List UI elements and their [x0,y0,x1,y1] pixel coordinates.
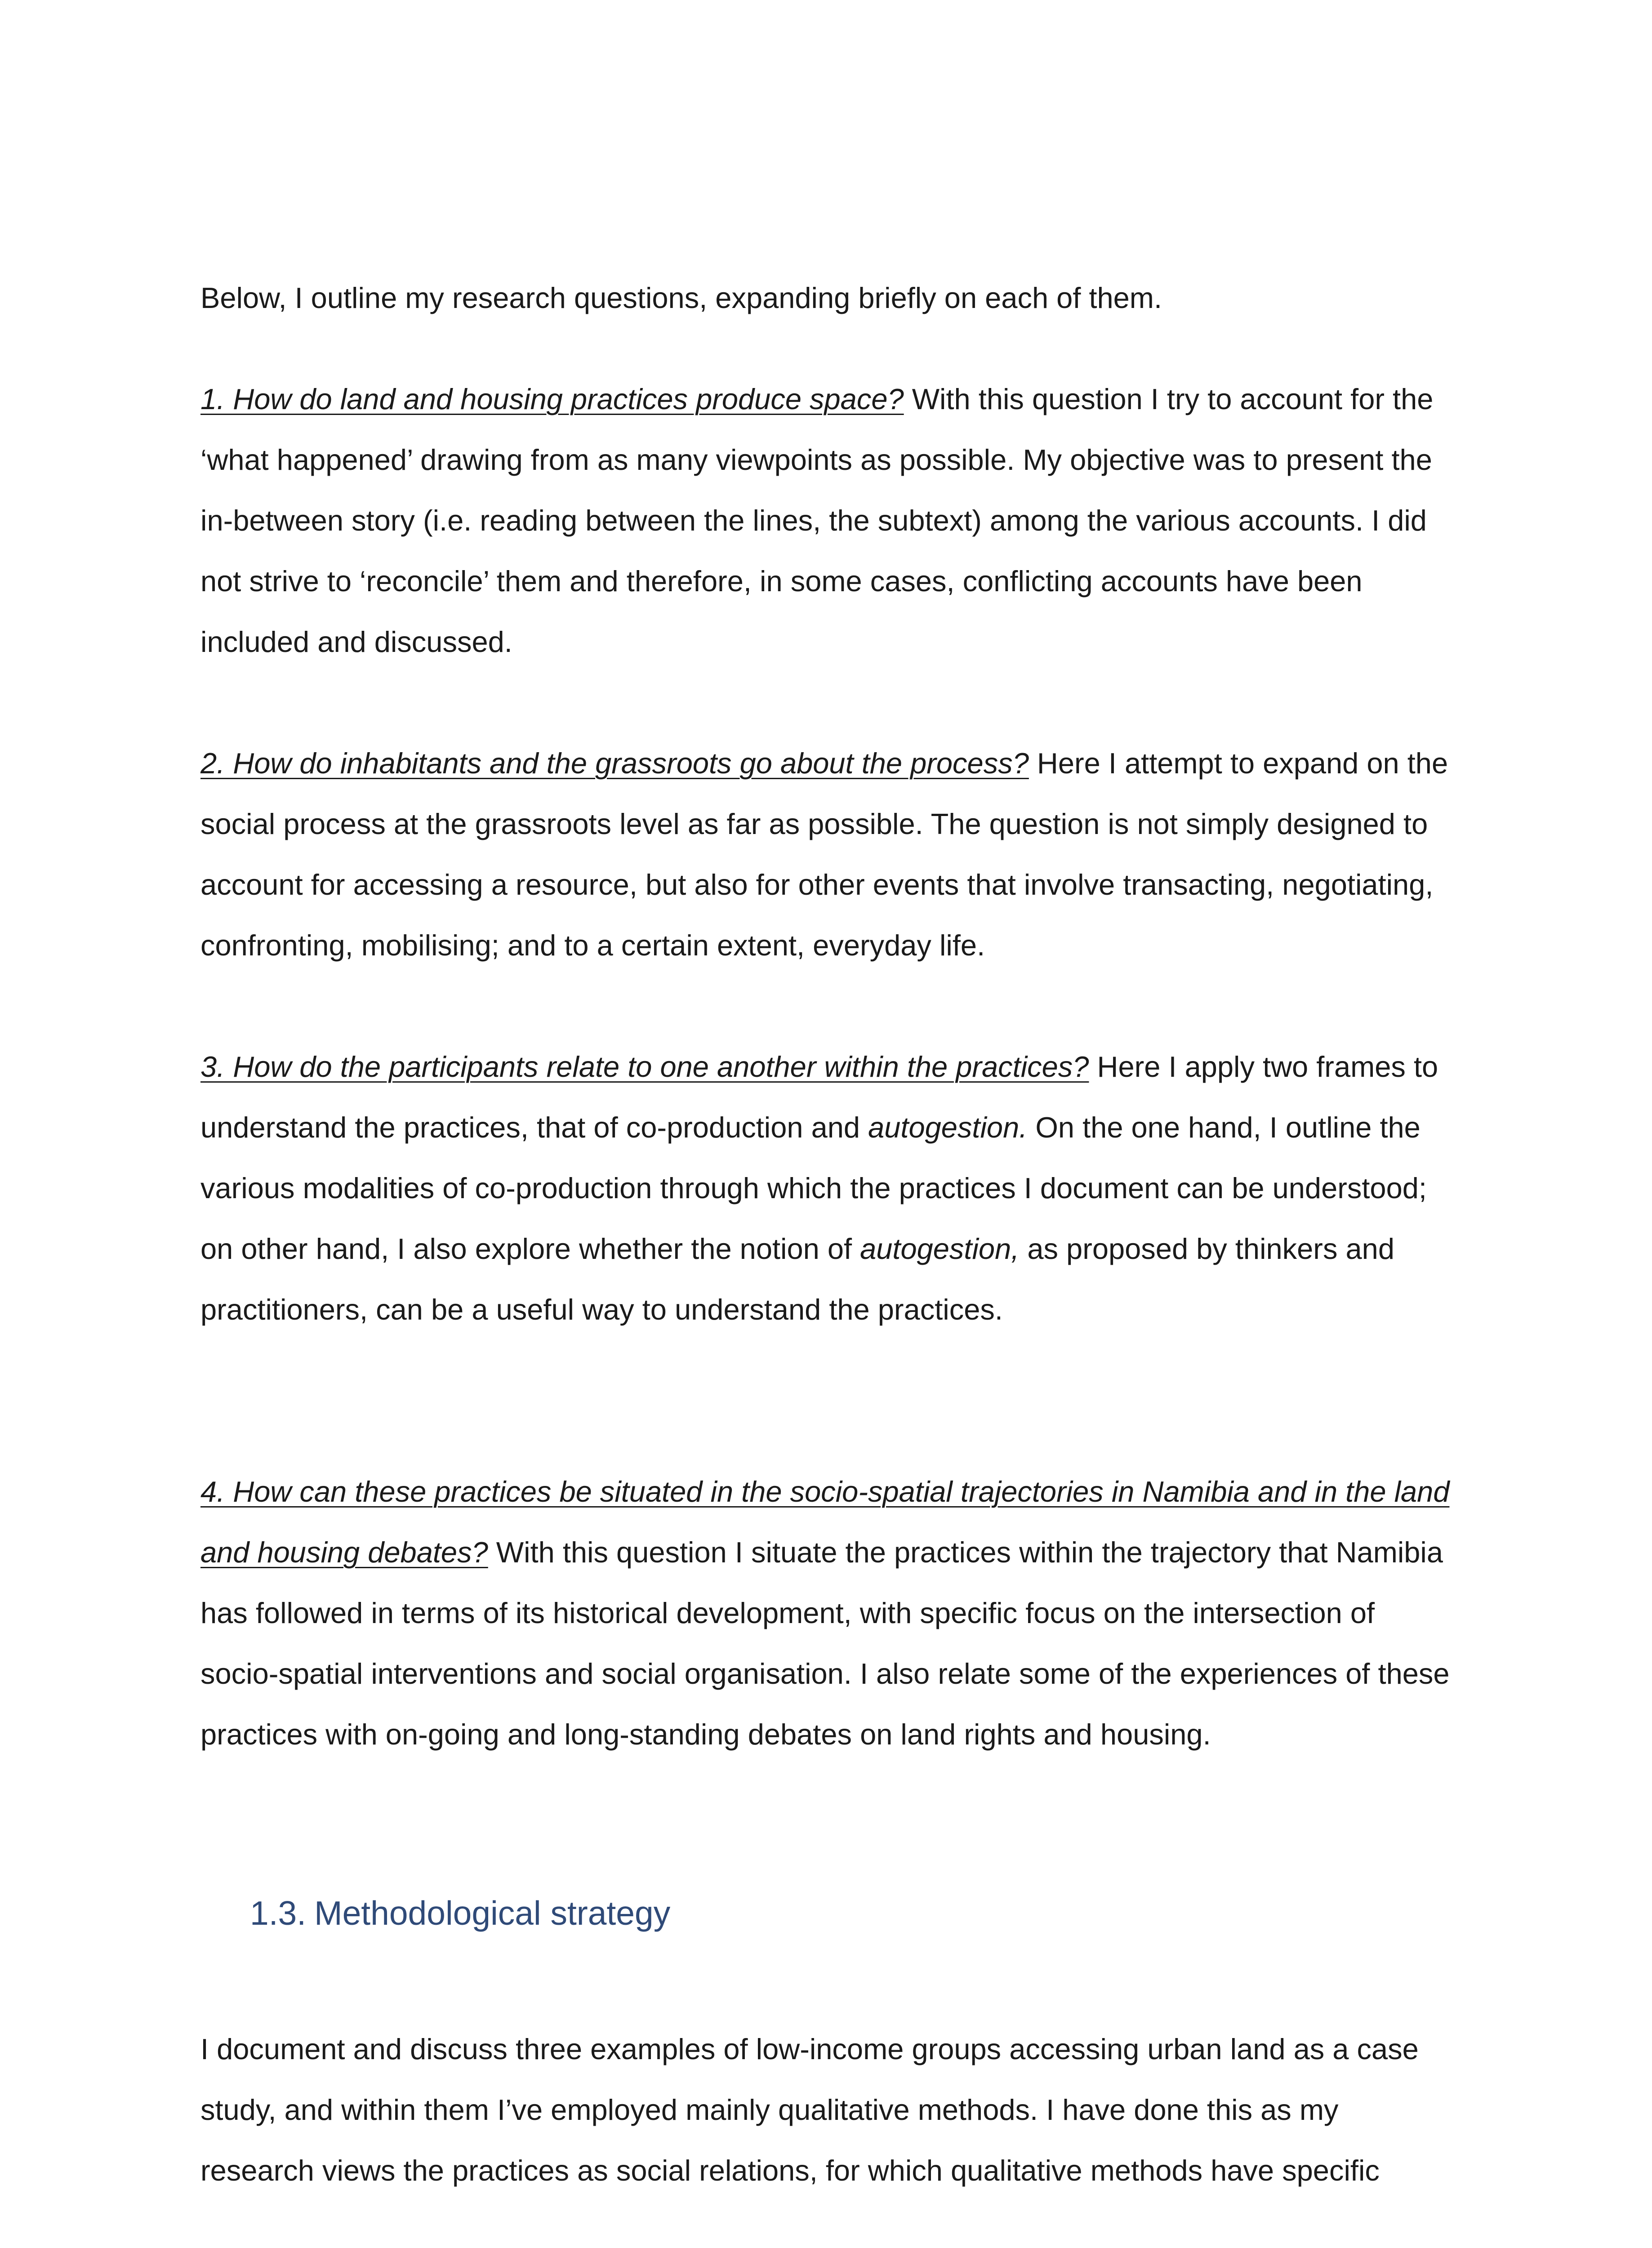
method-text: I document and discuss three examples of low-income groups accessing urban land as a case study, and within them I’ve employed mainly qualitative methods. I have done this as my research views the practices as social relations, for which qualitative methods have specific [200,2033,1419,2187]
intro-text: Below, I outline my research questions, expanding briefly on each of them. [200,281,1162,314]
question-3-term-b: autogestion, [860,1232,1020,1265]
question-1-title: 1. How do land and housing practices produce space? [200,383,904,415]
section-number: 1.3. [250,1894,307,1932]
method-paragraph [200,2019,1459,2201]
question-3-text-a: Here I apply two frames to understand the practices, that of co-production and [200,1050,1438,1144]
section-heading [250,1888,670,1938]
intro-paragraph [200,268,1459,328]
question-1-paragraph [200,369,1459,672]
section-title: Methodological strategy [314,1894,671,1932]
question-3-text-c: as proposed by thinkers and practitioners, can be a useful way to understand the practices. [200,1232,1394,1326]
question-3-text-b: On the one hand, I outline the various modalities of co-production through which the practices I document can be understood; on other hand, I also explore whether the notion of [200,1111,1427,1265]
question-2-paragraph [200,733,1459,976]
question-3-paragraph [200,1036,1459,1340]
question-3-term-a: autogestion. [868,1111,1028,1144]
question-3-title: 3. How do the participants relate to one another within the practices? [200,1050,1089,1083]
question-4-paragraph [200,1461,1459,1765]
question-2-title: 2. How do inhabitants and the grassroots go about the process? [200,747,1029,780]
question-4-title: 4. How can these practices be situated in the socio-spatial trajectories in Namibia and in the land and housing debates? [200,1475,1450,1569]
question-1-text: With this question I try to account for the ‘what happened’ drawing from as many viewpoints as possible. My objective was to present the in-between story (i.e. reading between the lines, the subtext) among the various accounts. I did not strive to ‘reconcile’ them and therefore, in some cases, conflicting accounts have been included and discussed. [200,383,1434,658]
question-2-text: Here I attempt to expand on the social process at the grassroots level as far as possible. The question is not simply designed to account for accessing a resource, but also for other events that involve transacting, negotiating, confronting, mobilising; and to a certain extent, everyday life. [200,747,1448,962]
question-4-text: With this question I situate the practices within the trajectory that Namibia has followed in terms of its historical development, with specific focus on the intersection of socio-spatial interventions and social organisation. I also relate some of the experiences of these practices with on-going and long-standing debates on land rights and housing. [200,1536,1450,1751]
